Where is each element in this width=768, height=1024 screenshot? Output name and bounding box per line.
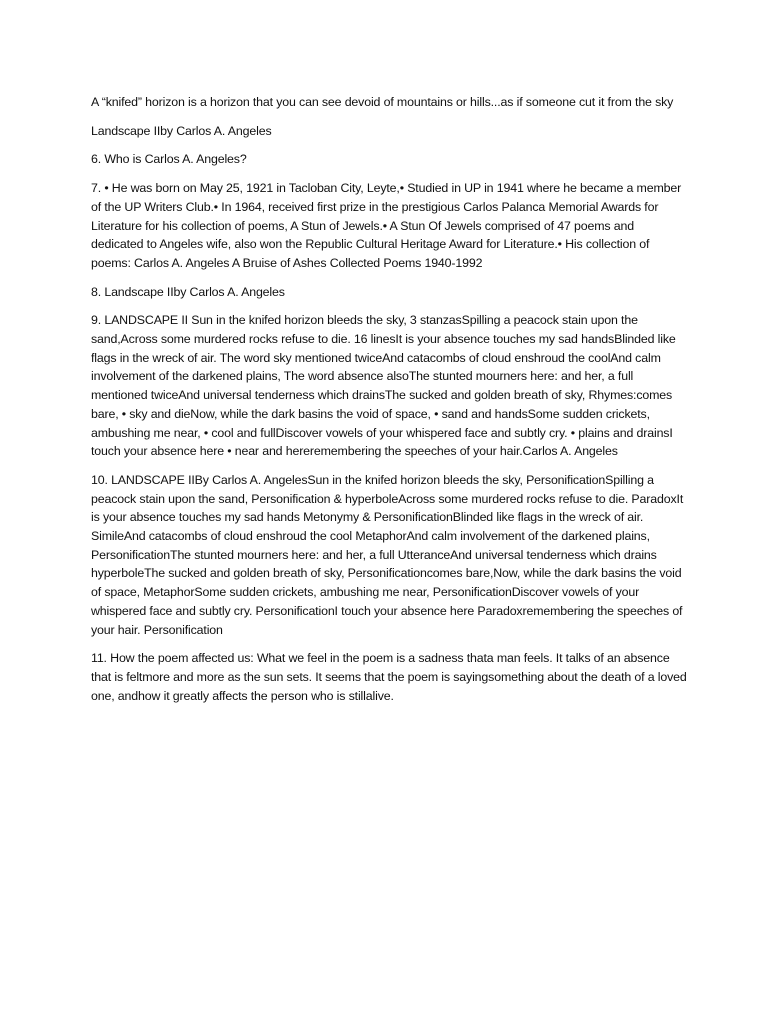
knifed-horizon-definition: A “knifed” horizon is a horizon that you can see devoid of mountains or hills...as if someone cut it from the sky: [91, 95, 674, 109]
figures-of-speech-analysis: 10. LANDSCAPE IIBy Carlos A. AngelesSun in the knifed horizon bleeds the sky, PersonificationSpilling a peacock stain upon the sand, Personification & hyperboleAcross some murdered rocks refuse to die. ParadoxIt is your absence touches my sad hands Metonymy & PersonificationBlinded like flags in the wreck of air. SimileAnd catacombs of cloud enshroud the cool MetaphorAnd calm involvement of the darkened plains, PersonificationThe stunted mourners here: and her, a full UtteranceAnd universal tenderness which drains hyperboleThe sucked and golden breath of sky, Personificationcomes bare,Now, while the dark basins the void of space, MetaphorSome sudden crickets, ambushing me near, PersonificationDiscover vowels of your whispered face and subtly cry. PersonificationI touch your absence here Paradoxremembering the speeches of your hair. Personification: [91, 472, 684, 637]
poem-effect-reflection: 11. How the poem affected us: What we feel in the poem is a sadness thata man feels. It talks of an absence that is feltmore and more as the sun sets. It seems that the poem is sayingsomething about the death of a loved one, andhow it greatly affects the person who is stillalive.: [91, 651, 687, 703]
document-body: [91, 93, 688, 715]
author-biography: 7. • He was born on May 25, 1921 in Tacloban City, Leyte,• Studied in UP in 1941 where he became a member of the UP Writers Club.• In 1964, received first prize in the prestigious Carlos Palanca Memorial Awards for Literature for his collection of poems, A Stun of Jewels.• A Stun Of Jewels comprised of 47 poems and dedicated to Angeles wife, also won the Republic Cultural Heritage Award for Literature.• His collection of poems: Carlos A. Angeles A Bruise of Ashes Collected Poems 1940-1992: [91, 181, 682, 270]
poem-title-heading: Landscape IIby Carlos A. Angeles: [91, 123, 272, 138]
poem-structure-analysis: 9. LANDSCAPE II Sun in the knifed horizon bleeds the sky, 3 stanzasSpilling a peacock stain upon the sand,Across some murdered rocks refuse to die. 16 linesIt is your absence touches my sad handsBlinded like flags in the wreck of air. The word sky mentioned twiceAnd catacombs of cloud enshroud the coolAnd calm involvement of the darkened plains, The word absence alsoThe stunted mourners here: and her, a full mentioned twiceAnd universal tenderness which drainsThe sucked and golden breath of sky, Rhymes:comes bare, • sky and dieNow, while the dark basins the void of space, • sand and handsSome sudden crickets, ambushing me near, • cool and fullDiscover vowels of your whispered face and subtly cry. • plains and drainsI touch your absence here • near and hereremembering the speeches of your hair.Carlos A. Angeles: [91, 313, 676, 459]
question-6: 6. Who is Carlos A. Angeles?: [91, 152, 247, 167]
section-8-title: 8. Landscape IIby Carlos A. Angeles: [91, 284, 285, 299]
